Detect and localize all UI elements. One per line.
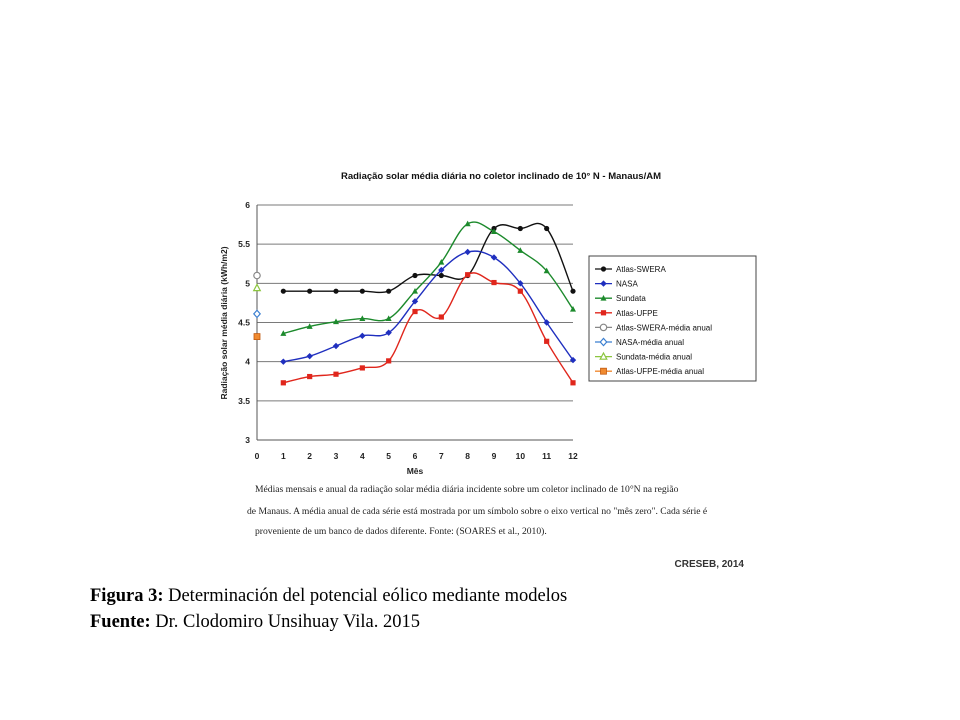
- figure-caption: [90, 583, 910, 635]
- x-tick-label: 10: [515, 451, 526, 461]
- x-tick-label: 1: [280, 451, 286, 461]
- credit-label: CRESEB, 2014: [674, 559, 744, 570]
- legend-swatch-marker: [601, 266, 606, 271]
- x-tick-label: 5: [386, 451, 392, 461]
- data-point-atlas-swera: [518, 226, 523, 231]
- data-point-atlas-ufpe: [465, 272, 470, 277]
- data-point-atlas-ufpe: [360, 365, 365, 370]
- series-sundata: [280, 221, 576, 336]
- source-label: Fuente:: [90, 612, 151, 632]
- data-point-nasa-m-dia-anual: [254, 310, 260, 317]
- x-tick-labels: [255, 451, 578, 461]
- y-axis-label: Radiação solar média diária (kWh/m2): [219, 246, 229, 400]
- data-point-sundata: [386, 315, 392, 321]
- data-point-atlas-swera: [281, 289, 286, 294]
- data-point-atlas-swera-m-dia-anual: [254, 272, 260, 278]
- legend-label: Atlas-UFPE-média anual: [616, 367, 705, 377]
- data-point-atlas-ufpe-m-dia-anual: [254, 334, 260, 340]
- legend-label: Sundata: [616, 294, 646, 304]
- legend-box: [589, 256, 756, 381]
- data-point-atlas-ufpe: [491, 280, 496, 285]
- x-tick-label: 6: [412, 451, 418, 461]
- data-point-atlas-swera: [386, 289, 391, 294]
- x-tick-label: 11: [542, 451, 552, 461]
- legend-swatch-marker: [601, 368, 607, 374]
- chart-caption: [247, 484, 707, 537]
- data-point-atlas-swera: [570, 289, 575, 294]
- y-tick-labels: [238, 200, 250, 445]
- data-point-atlas-swera: [439, 273, 444, 278]
- data-point-atlas-ufpe: [386, 358, 391, 363]
- data-point-nasa: [464, 249, 470, 255]
- series-atlas-ufpe: [281, 272, 576, 385]
- legend-label: NASA: [616, 279, 638, 289]
- y-tick-label: 5.5: [238, 239, 250, 250]
- series-line-atlas-swera: [283, 223, 573, 292]
- x-tick-label: 4: [359, 451, 365, 461]
- solar-radiation-chart: [200, 160, 760, 580]
- y-tick-label: 4.5: [238, 317, 250, 328]
- data-point-atlas-swera: [360, 289, 365, 294]
- chart-title: Radiação solar média diária no coletor inclinado de 10° N - Manaus/AM: [340, 171, 662, 182]
- data-point-atlas-ufpe: [281, 380, 286, 385]
- x-tick-label: 3: [333, 451, 339, 461]
- data-point-atlas-swera: [412, 273, 417, 278]
- series-nasa: [280, 249, 576, 365]
- x-axis-label: Mês: [406, 466, 424, 476]
- series-sundata-m-dia-anual: [254, 284, 261, 290]
- data-point-atlas-ufpe: [412, 309, 417, 314]
- series-nasa-m-dia-anual: [254, 310, 260, 317]
- legend-label: Atlas-SWERA-média anual: [616, 323, 713, 333]
- legend-label: Atlas-SWERA: [616, 265, 666, 274]
- y-tick-label: 5: [245, 278, 250, 289]
- legend-swatch-marker: [600, 324, 606, 330]
- figure-line-1: [90, 583, 910, 609]
- x-tick-label: 0: [254, 451, 260, 461]
- x-tick-label: 2: [307, 451, 313, 461]
- y-tick-label: 3: [245, 435, 250, 445]
- series-line-sundata: [283, 222, 573, 333]
- legend-swatch-marker: [601, 310, 606, 315]
- data-point-sundata-m-dia-anual: [254, 284, 261, 290]
- y-tick-label: 3.5: [238, 395, 250, 406]
- x-tick-label: 12: [568, 451, 578, 461]
- data-point-nasa: [280, 358, 286, 364]
- data-point-atlas-swera: [544, 226, 549, 231]
- x-tick-label: 7: [438, 451, 444, 461]
- legend-label: Atlas-UFPE: [616, 308, 658, 318]
- data-point-nasa: [359, 333, 365, 339]
- data-point-atlas-ufpe: [439, 314, 444, 319]
- data-point-atlas-swera: [333, 289, 338, 294]
- data-point-nasa: [333, 343, 339, 349]
- x-tick-label: 8: [465, 451, 471, 461]
- series-line-atlas-ufpe: [283, 273, 573, 383]
- source-text: Dr. Clodomiro Unsihuay Vila. 2015: [155, 612, 420, 632]
- data-point-atlas-swera: [307, 289, 312, 294]
- series-atlas-ufpe-m-dia-anual: [254, 334, 260, 340]
- figure-line-2: [90, 609, 910, 635]
- figure-label: Figura 3:: [90, 586, 164, 606]
- data-point-atlas-ufpe: [307, 374, 312, 379]
- y-tick-label: 6: [245, 200, 250, 210]
- caption-line-2: de Manaus. A média anual de cada série está mostrada por um símbolo sobre o eixo vertical no "mês zero". Cada série é: [247, 506, 708, 517]
- figure-title: Determinación del potencial eólico mediante modelos: [168, 586, 568, 606]
- data-point-atlas-ufpe: [333, 372, 338, 377]
- series-atlas-swera-m-dia-anual: [254, 272, 260, 278]
- caption-line-3: proveniente de um banco de dados diferente. Fonte: (SOARES et al., 2010).: [255, 526, 547, 537]
- legend-label: NASA-média anual: [616, 338, 685, 347]
- x-tick-label: 9: [491, 451, 497, 461]
- series-lines: [254, 221, 577, 386]
- y-tick-label: 4: [245, 356, 250, 367]
- legend-label: Sundata-média anual: [616, 352, 693, 362]
- data-point-nasa: [306, 353, 312, 359]
- data-point-atlas-ufpe: [544, 339, 549, 344]
- data-point-atlas-ufpe: [518, 289, 523, 294]
- data-point-atlas-ufpe: [570, 380, 575, 385]
- caption-line-1: Médias mensais e anual da radiação solar média diária incidente sobre um coletor inclinado de 10°N na região: [255, 484, 679, 495]
